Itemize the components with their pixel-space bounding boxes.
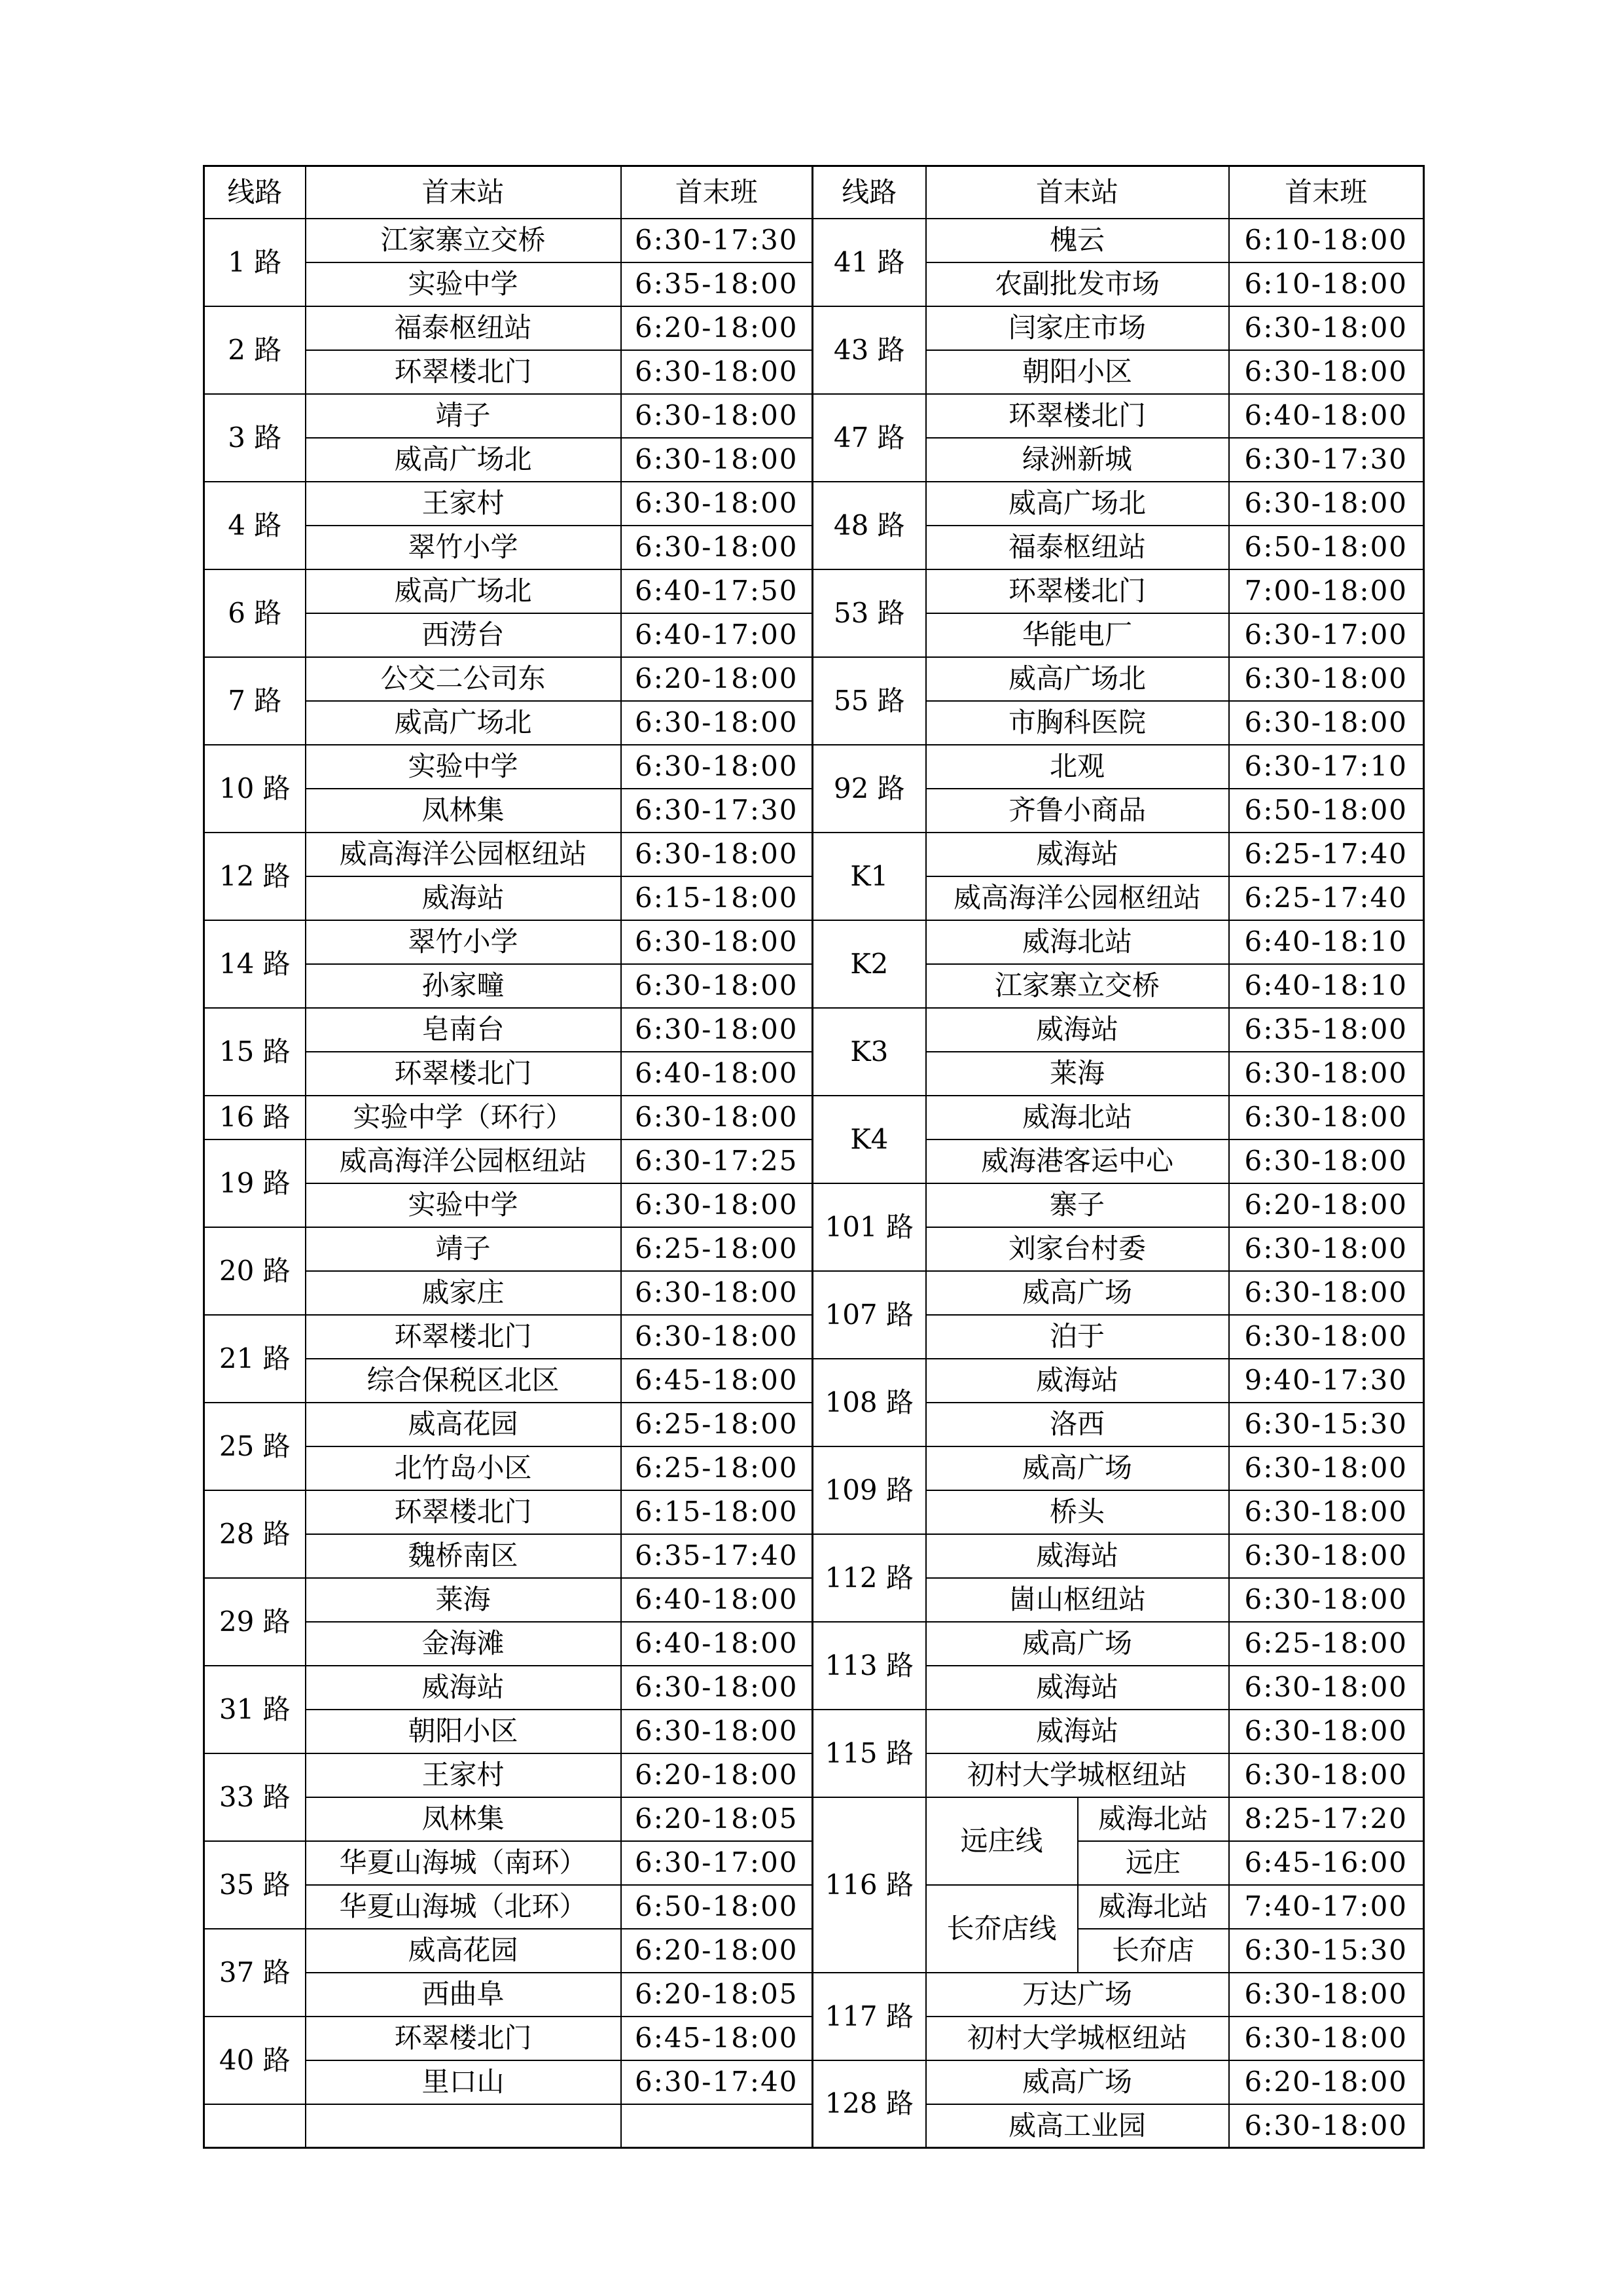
route-cell: 25 路: [204, 1403, 306, 1490]
time-cell: 6:30-18:00: [1229, 1753, 1424, 1797]
time-cell: 9:40-17:30: [1229, 1359, 1424, 1403]
time-cell: 6:30-18:00: [1229, 350, 1424, 394]
station-cell: 戚家庄: [306, 1271, 621, 1315]
time-cell: 6:30-18:00: [621, 1183, 813, 1227]
route-cell: 21 路: [204, 1315, 306, 1403]
station-cell: 初村大学城枢纽站: [926, 1753, 1229, 1797]
route-cell: 55 路: [813, 657, 926, 745]
time-cell: 6:20-18:00: [621, 1753, 813, 1797]
time-cell: 6:30-18:00: [1229, 1710, 1424, 1753]
header-row: [813, 166, 1424, 219]
branch-name: 远庄线: [926, 1797, 1078, 1885]
schedule-table-left: [203, 165, 813, 2149]
table-row: [204, 569, 813, 613]
table-row: [204, 1753, 813, 1797]
table-row: [204, 920, 813, 964]
table-row: [204, 1096, 813, 1139]
route-cell: 15 路: [204, 1008, 306, 1096]
time-cell: 6:15-18:00: [621, 1490, 813, 1534]
table-row: [813, 1359, 1424, 1403]
station-cell: 威高广场北: [306, 438, 621, 482]
table-row: [813, 1622, 1424, 1666]
time-cell: 6:45-16:00: [1229, 1841, 1424, 1885]
time-cell: 6:15-18:00: [621, 876, 813, 920]
station-cell: 威海站: [926, 1534, 1229, 1578]
time-cell: 7:00-18:00: [1229, 569, 1424, 613]
route-cell: 28 路: [204, 1490, 306, 1578]
station-cell: 综合保税区北区: [306, 1359, 621, 1403]
table-row: [813, 1183, 1424, 1227]
station-cell: 江家寨立交桥: [926, 964, 1229, 1008]
time-cell: 6:30-18:00: [621, 1271, 813, 1315]
time-cell: 6:35-18:00: [1229, 1008, 1424, 1052]
time-cell: 6:40-18:00: [621, 1578, 813, 1622]
table-row: [813, 1797, 1424, 1841]
table-row: [813, 745, 1424, 789]
time-cell: 6:30-17:40: [621, 2060, 813, 2104]
route-cell: 6 路: [204, 569, 306, 657]
time-cell: 6:30-18:00: [621, 745, 813, 789]
time-cell: 6:40-18:00: [621, 1052, 813, 1096]
station-cell: 朝阳小区: [926, 350, 1229, 394]
station-cell: 刘家台村委: [926, 1227, 1229, 1271]
route-cell: 10 路: [204, 745, 306, 833]
time-cell: 6:30-17:00: [621, 1841, 813, 1885]
time-cell: 6:20-18:00: [621, 1929, 813, 1973]
station-cell: 威海站: [926, 1666, 1229, 1710]
time-cell: 6:50-18:00: [1229, 526, 1424, 569]
time-cell: 6:25-17:40: [1229, 876, 1424, 920]
route-cell: K4: [813, 1096, 926, 1183]
station-cell: 威海港客运中心: [926, 1139, 1229, 1183]
time-cell: 6:10-18:00: [1229, 262, 1424, 306]
station-cell: 威高广场北: [306, 569, 621, 613]
time-cell: 8:25-17:20: [1229, 1797, 1424, 1841]
route-cell: 41 路: [813, 219, 926, 306]
station-cell: 环翠楼北门: [306, 1490, 621, 1534]
route-cell: 2 路: [204, 306, 306, 394]
route-cell: 109 路: [813, 1446, 926, 1534]
table-row: [813, 569, 1424, 613]
time-cell: 6:30-18:00: [1229, 2017, 1424, 2060]
route-cell: K1: [813, 833, 926, 920]
station-cell: 崮山枢纽站: [926, 1578, 1229, 1622]
time-cell: 6:30-18:00: [1229, 1096, 1424, 1139]
station-cell: 威高工业园: [926, 2104, 1229, 2148]
station-cell: 北观: [926, 745, 1229, 789]
table-row: [813, 1096, 1424, 1139]
route-cell: 7 路: [204, 657, 306, 745]
table-row: [204, 1403, 813, 1446]
time-cell: 6:35-17:40: [621, 1534, 813, 1578]
table-row: [813, 920, 1424, 964]
station-cell: 实验中学: [306, 1183, 621, 1227]
station-cell: 王家村: [306, 1753, 621, 1797]
time-cell: 6:45-18:00: [621, 2017, 813, 2060]
station-cell: 远庄: [1078, 1841, 1229, 1885]
station-cell: 华能电厂: [926, 613, 1229, 657]
route-cell: 1 路: [204, 219, 306, 306]
station-cell: 实验中学（环行）: [306, 1096, 621, 1139]
time-cell: 6:30-18:00: [1229, 482, 1424, 526]
header-row: [204, 166, 813, 219]
table-row: [204, 1841, 813, 1885]
station-cell: 环翠楼北门: [926, 394, 1229, 438]
station-cell: 绿洲新城: [926, 438, 1229, 482]
station-cell: 万达广场: [926, 1973, 1229, 2017]
time-cell: 6:30-18:00: [1229, 1666, 1424, 1710]
station-cell: 威高广场北: [926, 482, 1229, 526]
time-cell: 6:45-18:00: [621, 1359, 813, 1403]
station-cell: 实验中学: [306, 745, 621, 789]
table-row: [204, 657, 813, 701]
time-cell: 6:30-18:00: [621, 1008, 813, 1052]
station-cell: 环翠楼北门: [306, 1315, 621, 1359]
schedule-table-right: [812, 165, 1425, 2149]
time-cell: 6:30-17:30: [621, 219, 813, 262]
station-cell: 王家村: [306, 482, 621, 526]
station-cell: 翠竹小学: [306, 920, 621, 964]
route-cell: 20 路: [204, 1227, 306, 1315]
route-cell: 53 路: [813, 569, 926, 657]
table-row: [813, 833, 1424, 876]
route-cell: 35 路: [204, 1841, 306, 1929]
time-cell: 6:30-18:00: [1229, 2104, 1424, 2148]
time-cell: 6:40-18:10: [1229, 964, 1424, 1008]
station-cell: 泊于: [926, 1315, 1229, 1359]
route-cell: 29 路: [204, 1578, 306, 1666]
route-cell: 12 路: [204, 833, 306, 920]
time-cell: 6:30-18:00: [1229, 1139, 1424, 1183]
route-cell: 107 路: [813, 1271, 926, 1359]
time-cell: 6:30-18:00: [1229, 1271, 1424, 1315]
time-cell: 6:30-17:30: [1229, 438, 1424, 482]
station-cell: 初村大学城枢纽站: [926, 2017, 1229, 2060]
time-cell: 6:30-18:00: [1229, 1052, 1424, 1096]
table-row: [204, 219, 813, 262]
route-cell: 128 路: [813, 2060, 926, 2148]
time-cell: [621, 2104, 813, 2148]
station-cell: 环翠楼北门: [306, 2017, 621, 2060]
header-stations: 首末站: [306, 166, 621, 219]
station-cell: 西涝台: [306, 613, 621, 657]
route-cell: 115 路: [813, 1710, 926, 1797]
time-cell: 6:30-18:00: [621, 526, 813, 569]
station-cell: 洛西: [926, 1403, 1229, 1446]
route-cell: 92 路: [813, 745, 926, 833]
station-cell: 威海北站: [1078, 1797, 1229, 1841]
table-row: [204, 1315, 813, 1359]
station-cell: 威高海洋公园枢纽站: [306, 833, 621, 876]
station-cell: 闫家庄市场: [926, 306, 1229, 350]
time-cell: 6:40-18:00: [1229, 394, 1424, 438]
station-cell: 魏桥南区: [306, 1534, 621, 1578]
time-cell: 6:20-18:05: [621, 1973, 813, 2017]
station-cell: 威海站: [926, 1008, 1229, 1052]
station-cell: 江家寨立交桥: [306, 219, 621, 262]
station-cell: 凤林集: [306, 789, 621, 833]
station-cell: 威高广场: [926, 2060, 1229, 2104]
table-row: [813, 482, 1424, 526]
time-cell: 6:30-17:10: [1229, 745, 1424, 789]
route-cell: 43 路: [813, 306, 926, 394]
station-cell: 莱海: [926, 1052, 1229, 1096]
time-cell: 6:30-18:00: [621, 350, 813, 394]
station-cell: 槐云: [926, 219, 1229, 262]
station-cell: 翠竹小学: [306, 526, 621, 569]
table-row: [813, 219, 1424, 262]
station-cell: 孙家疃: [306, 964, 621, 1008]
time-cell: 6:40-18:10: [1229, 920, 1424, 964]
table-row: [204, 2104, 813, 2148]
station-cell: 桥头: [926, 1490, 1229, 1534]
time-cell: 7:40-17:00: [1229, 1885, 1424, 1929]
time-cell: 6:20-18:00: [621, 306, 813, 350]
time-cell: 6:30-18:00: [621, 394, 813, 438]
table-row: [204, 1578, 813, 1622]
route-cell: 40 路: [204, 2017, 306, 2104]
table-row: [204, 1929, 813, 1973]
route-cell: 16 路: [204, 1096, 306, 1139]
station-cell: 华夏山海城（北环）: [306, 1885, 621, 1929]
table-row: [813, 1271, 1424, 1315]
table-row: [204, 1227, 813, 1271]
time-cell: 6:40-17:00: [621, 613, 813, 657]
branch-name: 长夼店线: [926, 1885, 1078, 1973]
time-cell: 6:30-18:00: [621, 482, 813, 526]
table-row: [204, 482, 813, 526]
time-cell: 6:30-18:00: [621, 1315, 813, 1359]
station-cell: 靖子: [306, 1227, 621, 1271]
time-cell: 6:20-18:00: [1229, 2060, 1424, 2104]
time-cell: 6:30-18:00: [621, 1096, 813, 1139]
table-row: [813, 1534, 1424, 1578]
table-row: [204, 745, 813, 789]
route-cell: 112 路: [813, 1534, 926, 1622]
time-cell: 6:30-18:00: [1229, 1315, 1424, 1359]
route-cell: 14 路: [204, 920, 306, 1008]
station-cell: 金海滩: [306, 1622, 621, 1666]
station-cell: 北竹岛小区: [306, 1446, 621, 1490]
route-cell: 33 路: [204, 1753, 306, 1841]
time-cell: 6:20-18:00: [1229, 1183, 1424, 1227]
time-cell: 6:20-18:00: [621, 657, 813, 701]
station-cell: 威高花园: [306, 1929, 621, 1973]
route-cell: 31 路: [204, 1666, 306, 1753]
table-row: [813, 1446, 1424, 1490]
station-cell: [306, 2104, 621, 2148]
header-times: 首末班: [621, 166, 813, 219]
time-cell: 6:35-18:00: [621, 262, 813, 306]
table-row: [204, 833, 813, 876]
station-cell: 环翠楼北门: [926, 569, 1229, 613]
station-cell: 农副批发市场: [926, 262, 1229, 306]
route-cell: [204, 2104, 306, 2148]
time-cell: 6:25-18:00: [621, 1403, 813, 1446]
station-cell: 市胸科医院: [926, 701, 1229, 745]
route-cell: 116 路: [813, 1797, 926, 1973]
time-cell: 6:40-18:00: [621, 1622, 813, 1666]
table-row: [204, 306, 813, 350]
route-cell: 4 路: [204, 482, 306, 569]
station-cell: 威海站: [926, 1359, 1229, 1403]
table-row: [204, 394, 813, 438]
station-cell: 威海站: [926, 1710, 1229, 1753]
table-row: [813, 1008, 1424, 1052]
time-cell: 6:30-18:00: [621, 920, 813, 964]
time-cell: 6:30-18:00: [621, 833, 813, 876]
station-cell: 威高广场北: [306, 701, 621, 745]
station-cell: 西曲阜: [306, 1973, 621, 2017]
station-cell: 凤林集: [306, 1797, 621, 1841]
time-cell: 6:30-18:00: [621, 1710, 813, 1753]
table-row: [813, 657, 1424, 701]
table-row: [204, 1008, 813, 1052]
station-cell: 威高花园: [306, 1403, 621, 1446]
route-cell: 37 路: [204, 1929, 306, 2017]
station-cell: 皂南台: [306, 1008, 621, 1052]
route-cell: 113 路: [813, 1622, 926, 1710]
station-cell: 华夏山海城（南环）: [306, 1841, 621, 1885]
route-cell: K3: [813, 1008, 926, 1096]
time-cell: 6:25-18:00: [621, 1227, 813, 1271]
route-cell: 48 路: [813, 482, 926, 569]
time-cell: 6:50-18:00: [1229, 789, 1424, 833]
time-cell: 6:30-18:00: [1229, 1227, 1424, 1271]
header-times: 首末班: [1229, 166, 1424, 219]
time-cell: 6:30-18:00: [621, 701, 813, 745]
station-cell: 威海站: [306, 876, 621, 920]
station-cell: 威海北站: [1078, 1885, 1229, 1929]
station-cell: 公交二公司东: [306, 657, 621, 701]
station-cell: 莱海: [306, 1578, 621, 1622]
route-cell: 108 路: [813, 1359, 926, 1446]
route-cell: 117 路: [813, 1973, 926, 2060]
table-row: [204, 1490, 813, 1534]
time-cell: 6:30-18:00: [621, 1666, 813, 1710]
time-cell: 6:40-17:50: [621, 569, 813, 613]
station-cell: 威高广场: [926, 1622, 1229, 1666]
station-cell: 朝阳小区: [306, 1710, 621, 1753]
time-cell: 6:25-18:00: [621, 1446, 813, 1490]
table-row: [204, 1666, 813, 1710]
time-cell: 6:30-18:00: [621, 964, 813, 1008]
table-row: [204, 1139, 813, 1183]
header-stations: 首末站: [926, 166, 1229, 219]
time-cell: 6:30-18:00: [1229, 701, 1424, 745]
station-cell: 威海站: [306, 1666, 621, 1710]
time-cell: 6:30-15:30: [1229, 1929, 1424, 1973]
time-cell: 6:30-18:00: [1229, 1534, 1424, 1578]
station-cell: 威高广场: [926, 1446, 1229, 1490]
table-row: [204, 2017, 813, 2060]
station-cell: 威高广场: [926, 1271, 1229, 1315]
station-cell: 齐鲁小商品: [926, 789, 1229, 833]
time-cell: 6:10-18:00: [1229, 219, 1424, 262]
station-cell: 实验中学: [306, 262, 621, 306]
time-cell: 6:30-18:00: [1229, 1446, 1424, 1490]
time-cell: 6:30-18:00: [1229, 306, 1424, 350]
station-cell: 长夼店: [1078, 1929, 1229, 1973]
time-cell: 6:25-18:00: [1229, 1622, 1424, 1666]
table-row: [813, 2060, 1424, 2104]
time-cell: 6:30-18:00: [1229, 1973, 1424, 2017]
time-cell: 6:30-17:25: [621, 1139, 813, 1183]
time-cell: 6:20-18:05: [621, 1797, 813, 1841]
route-cell: K2: [813, 920, 926, 1008]
station-cell: 威高广场北: [926, 657, 1229, 701]
time-cell: 6:30-18:00: [1229, 1578, 1424, 1622]
station-cell: 环翠楼北门: [306, 1052, 621, 1096]
station-cell: 寨子: [926, 1183, 1229, 1227]
station-cell: 靖子: [306, 394, 621, 438]
station-cell: 环翠楼北门: [306, 350, 621, 394]
station-cell: 威海北站: [926, 1096, 1229, 1139]
station-cell: 福泰枢纽站: [306, 306, 621, 350]
route-cell: 3 路: [204, 394, 306, 482]
station-cell: 里口山: [306, 2060, 621, 2104]
time-cell: 6:30-18:00: [1229, 1490, 1424, 1534]
route-cell: 19 路: [204, 1139, 306, 1227]
time-cell: 6:50-18:00: [621, 1885, 813, 1929]
table-row: [813, 1710, 1424, 1753]
header-route: 线路: [813, 166, 926, 219]
time-cell: 6:30-18:00: [1229, 657, 1424, 701]
table-row: [813, 394, 1424, 438]
time-cell: 6:25-17:40: [1229, 833, 1424, 876]
table-row: [813, 1973, 1424, 2017]
time-cell: 6:30-15:30: [1229, 1403, 1424, 1446]
header-route: 线路: [204, 166, 306, 219]
route-cell: 101 路: [813, 1183, 926, 1271]
time-cell: 6:30-18:00: [621, 438, 813, 482]
table-row: [813, 306, 1424, 350]
route-cell: 47 路: [813, 394, 926, 482]
station-cell: 威高海洋公园枢纽站: [306, 1139, 621, 1183]
time-cell: 6:30-17:00: [1229, 613, 1424, 657]
station-cell: 威海站: [926, 833, 1229, 876]
station-cell: 威高海洋公园枢纽站: [926, 876, 1229, 920]
station-cell: 福泰枢纽站: [926, 526, 1229, 569]
station-cell: 威海北站: [926, 920, 1229, 964]
time-cell: 6:30-17:30: [621, 789, 813, 833]
